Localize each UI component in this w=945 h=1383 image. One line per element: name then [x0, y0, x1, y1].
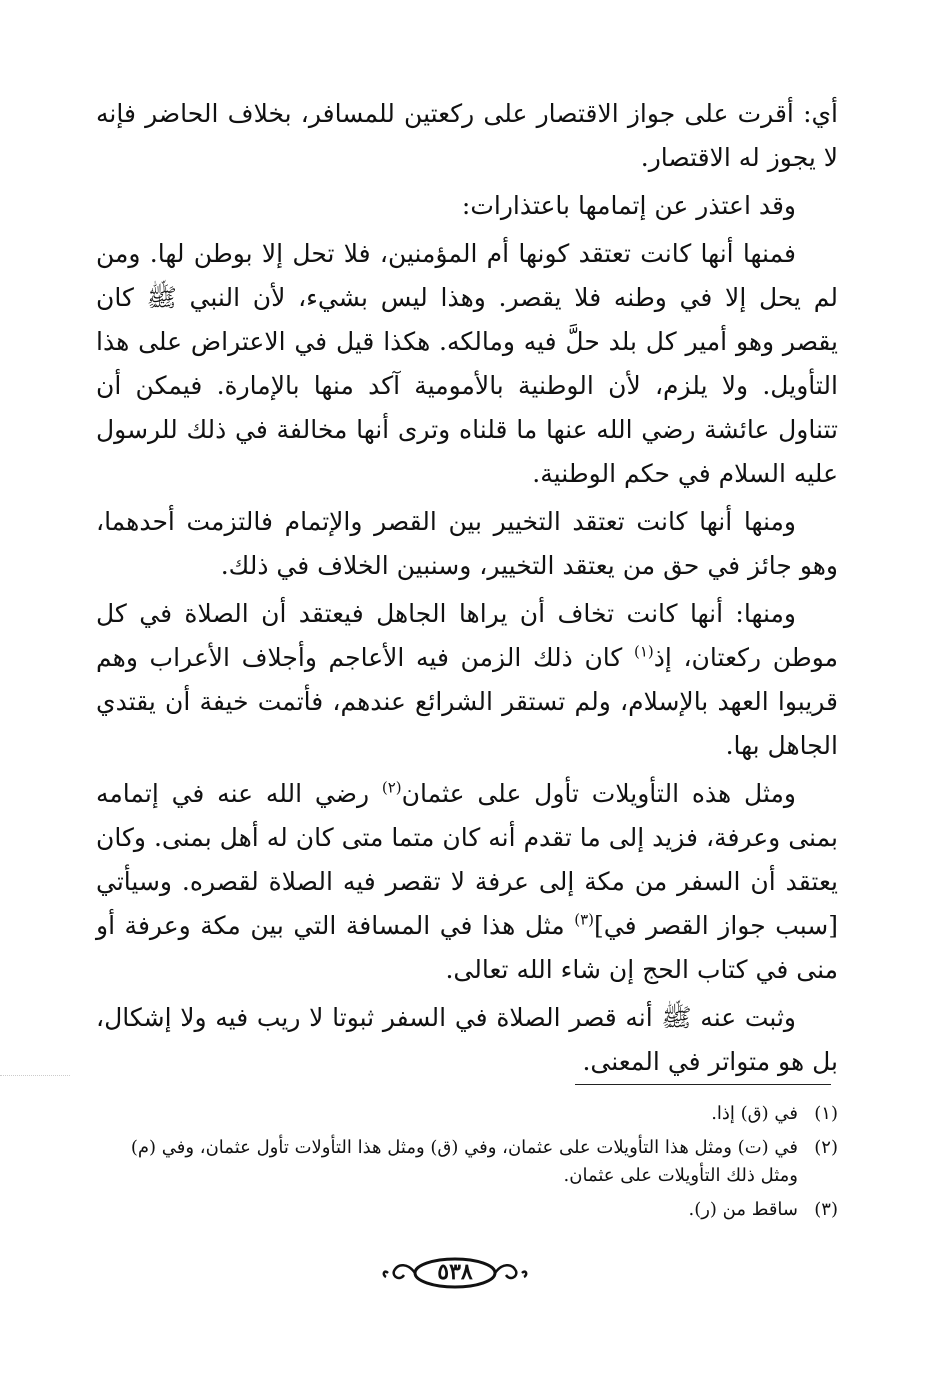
page-number-ornament — [380, 1253, 530, 1293]
main-text — [96, 92, 838, 1088]
footnote-1 — [96, 1100, 838, 1128]
footnote-ref-1: (١) — [633, 642, 654, 661]
footnote-separator — [575, 1084, 831, 1085]
footnote-2-text: في (ت) ومثل هذا التأويلات على عثمان، وفي (ق) ومثل هذا التأولات تأول عثمان، وفي (م) ومثل ذلك التأويلات على عثمان. — [130, 1137, 798, 1186]
footnotes — [96, 1100, 838, 1230]
footnote-2 — [96, 1134, 838, 1190]
paragraph-5-part-2: كان ذلك الزمن فيه الأعاجم وأجلاف الأعراب وهم قريبوا العهد بالإسلام، ولم تستقر الشرائع عندهم، فأتمت خيفة أن يقتدي الجاهل بها. — [96, 643, 838, 760]
paragraph-6-part-1: ومثل هذه التأويلات تأول على عثمان — [401, 779, 796, 808]
footnote-3-number: (٣) — [814, 1199, 838, 1220]
paragraph-6-part-3: مثل هذا في المسافة التي بين مكة وعرفة أو منى في كتاب الحج إن شاء الله تعالى. — [96, 911, 838, 984]
footnote-ref-3: (٣) — [574, 910, 594, 929]
paragraph-5 — [96, 592, 838, 768]
footnote-ref-2: (٢) — [381, 778, 402, 797]
paragraph-5-part-1: ومنها: أنها كانت تخاف أن يراها الجاهل فيعتقد أن الصلاة في كل موطن ركعتان، إذ — [96, 599, 838, 672]
footnote-1-number: (١) — [814, 1103, 838, 1124]
footnote-3 — [96, 1196, 838, 1224]
footnote-2-number: (٢) — [814, 1137, 838, 1158]
page-number: ٥٣٨ — [437, 1259, 473, 1285]
paragraph-2: وقد اعتذر عن إتمامها باعتذارات: — [461, 191, 796, 220]
paragraph-1: أي: أقرت على جواز الاقتصار على ركعتين للمسافر، بخلاف الحاضر فإنه لا يجوز له الاقتصار. — [96, 99, 838, 172]
paragraph-6-part-2: رضي الله عنه في إتمامه بمنى وعرفة، فزيد إلى ما تقدم أنه كان متما متى كان له أهل بمنى. وكان يعتقد أن السفر من مكة إلى عرفة لا تقصر فيه الصلاة لقصره. وسيأتي [سبب جواز القصر في] — [96, 779, 838, 940]
paragraph-6 — [96, 772, 838, 992]
footnote-1-text: في (ق) إذا. — [711, 1103, 798, 1124]
footnote-3-text: ساقط من (ر). — [688, 1199, 798, 1220]
paragraph-7: وثبت عنه ﷺ أنه قصر الصلاة في السفر ثبوتا لا ريب فيه ولا إشكال، بل هو متواتر في المعنى. — [96, 1003, 838, 1076]
paragraph-3: فمنها أنها كانت تعتقد كونها أم المؤمنين، فلا تحل إلا بوطن لها. ومن لم يحل إلا في وطنه فلا يقصر. وهذا ليس بشيء، لأن النبي ﷺ كان يقصر وهو أمير كل بلد حلَّ فيه ومالكه. هكذا قيل في الاعتراض على هذا التأويل. ولا يلزم، لأن الوطنية بالأمومية آكد منها بالإمارة. فيمكن أن تتناول عائشة رضي الله عنها ما قلناه وترى أنها مخالفة في ذلك للرسول عليه السلام في حكم الوطنية. — [96, 239, 838, 488]
scan-edge-mark — [0, 1075, 70, 1076]
paragraph-4: ومنها أنها كانت تعتقد التخيير بين القصر والإتمام فالتزمت أحدهما، وهو جائز في حق من يعتقد التخيير، وسنبين الخلاف في ذلك. — [96, 507, 838, 580]
